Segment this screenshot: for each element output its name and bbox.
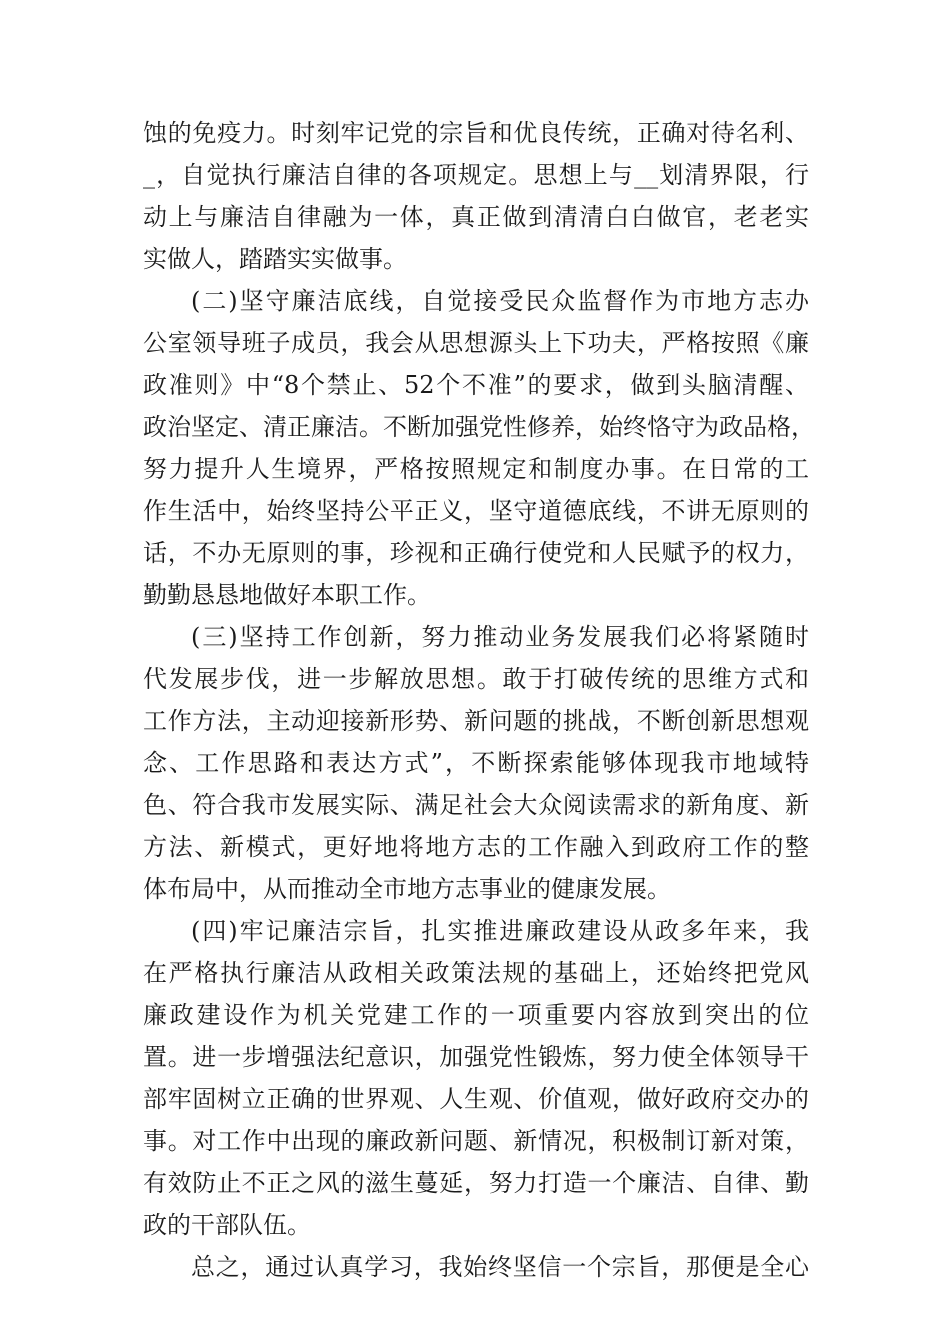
text-line: 在严格执行廉洁从政相关政策法规的基础上，还始终把党风 [143,959,809,987]
text-line: 念、工作思路和表达方式”，不断探索能够体现我市地域特 [143,749,809,777]
paragraph-section-4 [143,910,809,1246]
text-line: (四)牢记廉洁宗旨，扎实推进廉政建设从政多年来，我 [191,917,809,945]
paragraph-section-3 [143,616,809,910]
text-line: 政的干部队伍。 [143,1211,311,1239]
text-line: 话，不办无原则的事，珍视和正确行使党和人民赋予的权力， [143,539,809,567]
text-line: 公室领导班子成员，我会从思想源头上下功夫，严格按照《廉 [143,329,809,357]
text-line: 作生活中，始终坚持公平正义，坚守道德底线，不讲无原则的 [143,497,809,525]
text-line: 方法、新模式，更好地将地方志的工作融入到政府工作的整 [143,833,809,861]
paragraph-conclusion [143,1246,809,1288]
text-line: (三)坚持工作创新，努力推动业务发展我们必将紧随时 [191,623,809,651]
paragraph-section-2 [143,280,815,616]
text-line: 廉政建设作为机关党建工作的一项重要内容放到突出的位 [143,1001,809,1029]
text-line: 总之，通过认真学习，我始终坚信一个宗旨，那便是全心 [191,1253,809,1281]
document-page [143,112,815,1288]
text-line: 实做人，踏踏实实做事。 [143,245,407,273]
text-line: (二)坚守廉洁底线，自觉接受民众监督作为市地方志办 [191,287,809,315]
text-line: 动上与廉洁自律融为一体，真正做到清清白白做官，老老实 [143,203,809,231]
paragraph-continuation [143,112,809,280]
text-line: 色、符合我市发展实际、满足社会大众阅读需求的新角度、新 [143,791,809,819]
text-line: 有效防止不正之风的滋生蔓延，努力打造一个廉洁、自律、勤 [143,1169,809,1197]
text-line: 事。对工作中出现的廉政新问题、新情况，积极制订新对策， [143,1127,809,1155]
text-line: 工作方法，主动迎接新形势、新问题的挑战，不断创新思想观 [143,707,809,735]
text-line: 部牢固树立正确的世界观、人生观、价值观，做好政府交办的 [143,1085,809,1113]
text-line: 政治坚定、清正廉洁。不断加强党性修养，始终恪守为政品格， [143,413,815,441]
text-line: 体布局中，从而推动全市地方志事业的健康发展。 [143,875,671,903]
text-line: 代发展步伐，进一步解放思想。敢于打破传统的思维方式和 [143,665,809,693]
text-line: _，自觉执行廉洁自律的各项规定。思想上与__划清界限，行 [143,161,809,189]
text-line: 努力提升人生境界，严格按照规定和制度办事。在日常的工 [143,455,809,483]
text-line: 勤勤恳恳地做好本职工作。 [143,581,431,609]
text-line: 政准则》中“8个禁止、52个不准”的要求，做到头脑清醒、 [143,371,809,399]
text-line: 蚀的免疫力。时刻牢记党的宗旨和优良传统，正确对待名利、 [143,119,809,147]
text-line: 置。进一步增强法纪意识，加强党性锻炼，努力使全体领导干 [143,1043,809,1071]
